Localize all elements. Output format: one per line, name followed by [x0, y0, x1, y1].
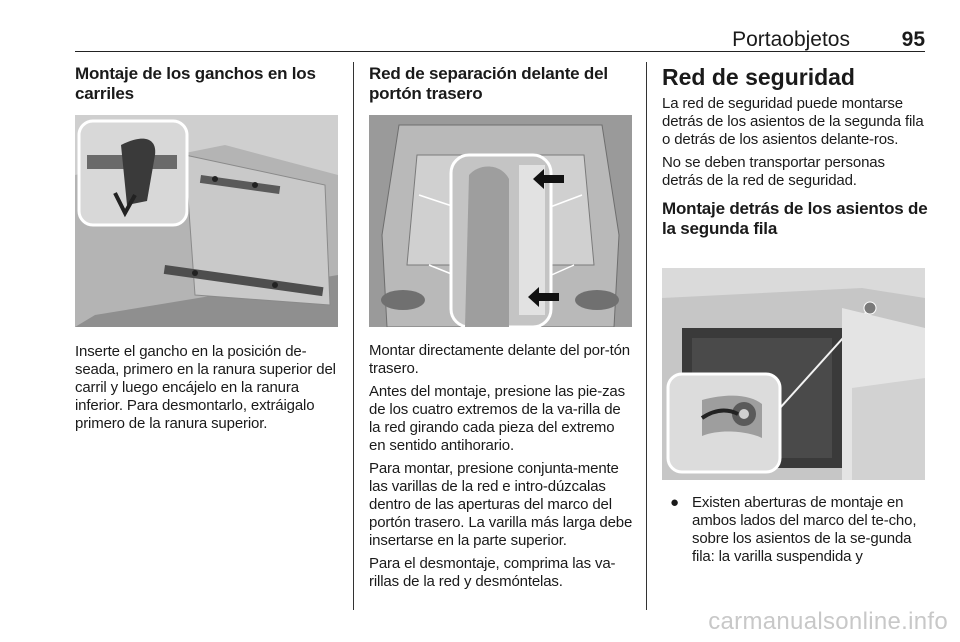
hook-mounting-text: Inserte el gancho en la posición de-seada, primero en la ranura superior del carril y luego encájelo en la ranura inferior. Para desmontarlo, extráigalo primero de la ranura superior.: [75, 343, 336, 432]
page-header: [75, 28, 925, 52]
hook-rail-illustration: [75, 115, 338, 327]
safety-net-figure: [662, 268, 925, 480]
tailgate-net-illustration: [369, 115, 632, 327]
separation-net-figure: [369, 115, 632, 327]
separation-net-heading: Red de separación delante del portón trasero: [369, 64, 608, 103]
safety-net-illustration: [662, 268, 925, 480]
mounting-openings-text: Existen aberturas de montaje en ambos lados del marco del te-cho, sobre los asientos de la se-gunda fila: la varilla suspendida y: [692, 494, 917, 565]
safety-net-title: Red de seguridad: [662, 64, 855, 90]
separation-net-paragraph-4: Para el desmontaje, comprima las va-rillas de la red y desmóntelas.: [369, 555, 616, 590]
section-title: Portaobjetos: [732, 28, 850, 51]
page-number: 95: [901, 28, 925, 51]
column-divider-1: [353, 62, 354, 610]
list-item: [662, 494, 928, 566]
safety-net-paragraph-1: La red de seguridad puede montarse detrás de los asientos de la segunda fila o detrás de los asientos delante-ros.: [662, 95, 924, 148]
separation-net-paragraph-3: Para montar, presione conjunta-mente las varillas de la red e intro-dúzcalas dentro de las aperturas del marco del portón trasero. La varilla más larga debe insertarse en la parte superior.: [369, 460, 633, 549]
column-divider-2: [646, 62, 647, 610]
separation-net-paragraph-1: Montar directamente delante del por-tón trasero.: [369, 342, 630, 377]
bullet-icon: ●: [670, 494, 679, 511]
separation-net-paragraph-2: Antes del montaje, presione las pie-zas de los cuatro extremos de la va-rilla de la red girando cada pieza del extremo en sentido antihorario.: [369, 383, 625, 454]
column-1: [75, 64, 341, 104]
column-2-body: [369, 342, 634, 591]
watermark: carmanualsonline.info: [708, 608, 948, 635]
safety-net-paragraph-2: No se deben transportar personas detrás de la red de seguridad.: [662, 154, 885, 189]
column-1-body: [75, 343, 341, 433]
column-3: [662, 64, 928, 239]
second-row-mounting-heading: Montaje detrás de los asientos de la segunda fila: [662, 199, 928, 238]
hook-mounting-heading: Montaje de los ganchos en los carriles: [75, 64, 316, 103]
column-2: [369, 64, 634, 104]
column-3-bullets: [662, 494, 928, 566]
header-divider: [75, 51, 925, 52]
hook-rail-figure: [75, 115, 338, 327]
